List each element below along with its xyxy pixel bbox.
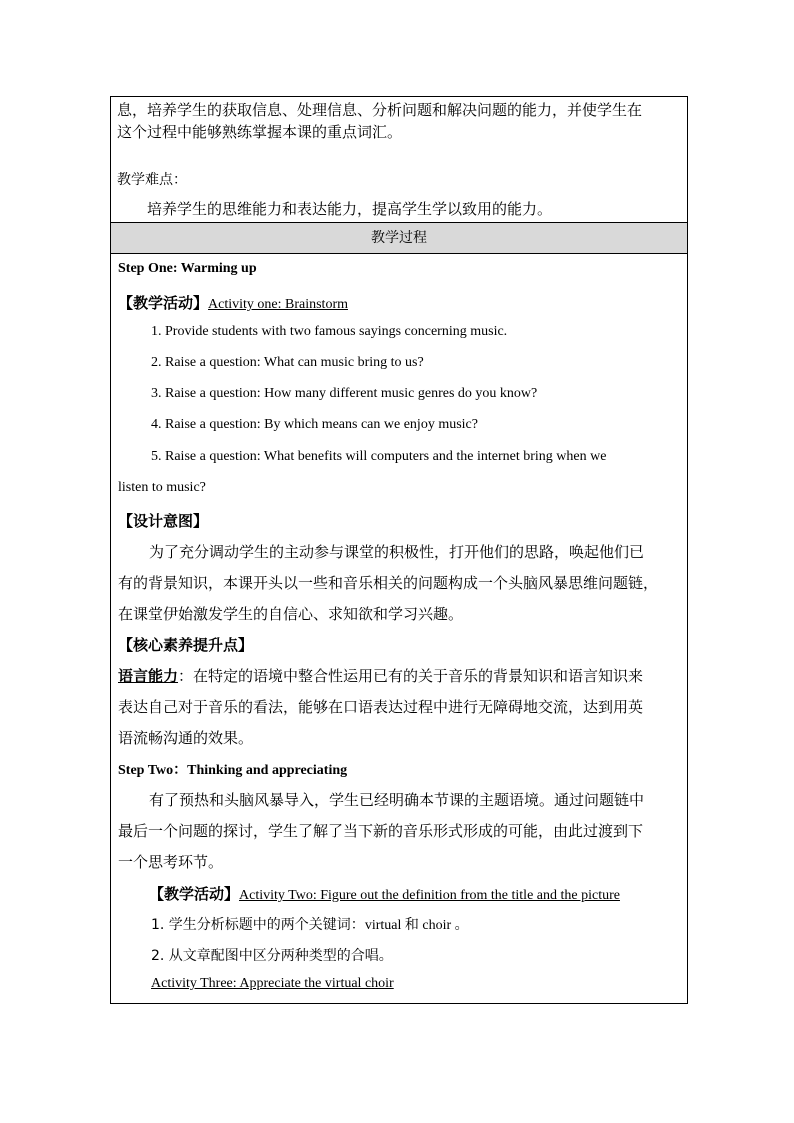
list-item-continuation: listen to music? [118, 480, 206, 495]
activity-title: Activity Two: Figure out the definition from the title and the picture [239, 888, 620, 903]
core-line-1 [118, 665, 643, 686]
design-line-2: 有的背景知识，本课开头以一些和音乐相关的问题构成一个头脑风暴思维问题链， [118, 574, 659, 592]
list-item: 3. Raise a question: How many different music genres do you know? [151, 386, 538, 401]
core-literacy-label: 【核心素养提升点】 [118, 636, 254, 654]
step-two-activity [149, 883, 620, 904]
objectives-cell [111, 97, 687, 223]
activity-three-title: Activity Three: Appreciate the virtual choir [151, 976, 394, 991]
core-line-2: 表达自己对于音乐的看法，能够在口语表达过程中进行无障碍地交流，达到用英 [118, 698, 644, 716]
process-cell [111, 255, 687, 1003]
lesson-plan-table [110, 96, 688, 1004]
step-two-intro-3: 一个思考环节。 [118, 853, 224, 871]
design-line-1: 为了充分调动学生的主动参与课堂的积极性，打开他们的思路，唤起他们已 [149, 543, 645, 561]
core-line-1-text: ：在特定的语境中整合性运用已有的关于音乐的背景知识和语言知识来 [178, 667, 644, 685]
list-item: 4. Raise a question: By which means can we enjoy music? [151, 417, 478, 432]
list-item: 1. 学生分析标题中的两个关键词：virtual 和 choir 。 [151, 917, 469, 933]
list-item: 1. Provide students with two famous sayings concerning music. [151, 324, 508, 339]
core-line-3: 语流畅沟通的效果。 [118, 729, 254, 747]
difficulty-text: 培养学生的思维能力和表达能力，提高学生学以致用的能力。 [147, 200, 553, 218]
objective-line-2: 这个过程中能够熟练掌握本课的重点词汇。 [117, 123, 403, 141]
objective-line-1: 息，培养学生的获取信息、处理信息、分析问题和解决问题的能力，并使学生在 [117, 101, 643, 119]
activity-title: Activity one: Brainstorm [208, 297, 348, 312]
step-two-intro-2: 最后一个问题的探讨，学生了解了当下新的音乐形式形成的可能，由此过渡到下 [118, 822, 644, 840]
activity-label: 【教学活动】 [118, 294, 209, 312]
core-term: 语言能力 [118, 667, 179, 685]
list-item: 2. Raise a question: What can music bring to us? [151, 355, 424, 370]
step-two-intro-1: 有了预热和头脑风暴导入，学生已经明确本节课的主题语境。通过问题链中 [149, 791, 645, 809]
step-one-title: Step One: Warming up [118, 261, 257, 276]
activity-label: 【教学活动】 [149, 885, 240, 903]
design-intent-label: 【设计意图】 [118, 512, 209, 530]
difficulty-label: 教学难点： [117, 172, 187, 188]
list-item: 2. 从文章配图中区分两种类型的合唱。 [151, 948, 393, 964]
design-line-3: 在课堂伊始激发学生的自信心、求知欲和学习兴趣。 [118, 605, 464, 623]
process-header: 教学过程 [111, 223, 687, 254]
step-two-title: Step Two：Thinking and appreciating [118, 763, 348, 778]
step-one-activity [118, 292, 348, 313]
list-item: 5. Raise a question: What benefits will computers and the internet bring when we [151, 449, 607, 464]
